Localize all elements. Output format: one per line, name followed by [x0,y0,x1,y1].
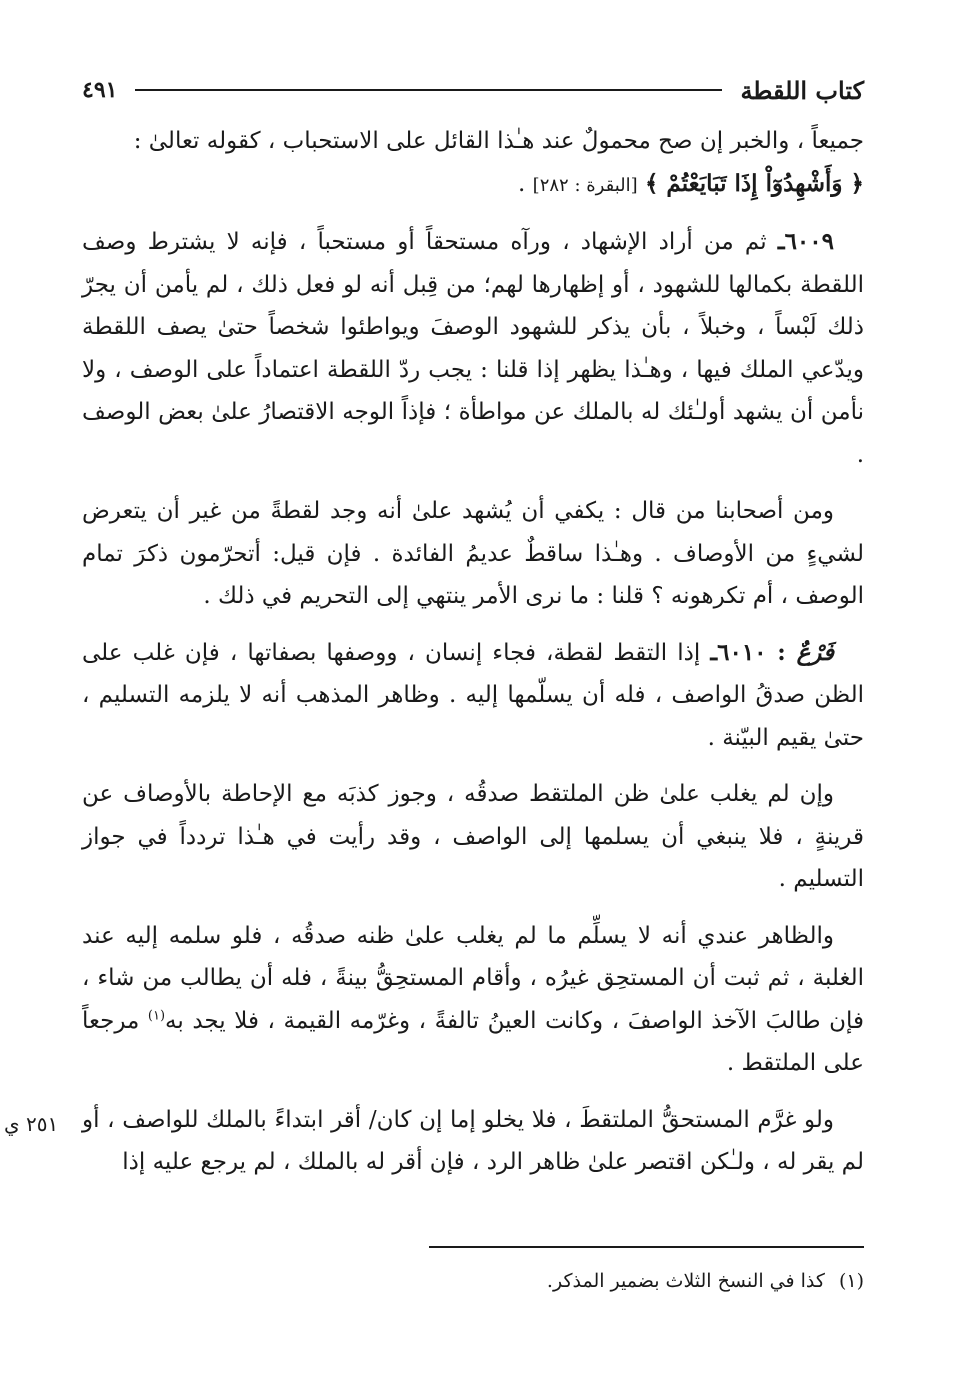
page-body [4,120,864,1184]
manuscript-folio-note: ٢٥١ ي [4,1111,59,1136]
paragraph-lam-yaghlib [82,773,864,901]
issue-number: ٦٠٠٩ـ [777,228,834,255]
paragraph-text: مرجعاً على الملتقط . [82,1007,864,1076]
footnote-marker: (١) [147,1007,166,1023]
paragraph-text: والظاهر عندي أنه لا يسلِّم ما لم يغلب علىٰ ظنه صدقُه ، فلو سلمه إليه عند الغلبة ، ثم ثبت أن المستحِق غيرُه ، وأقام المستحِقُّ بينةً ، فله أن يطالب من شاء ، فإن طالبَ الآخذ الواصفَ ، وكانت العينُ تالفةً ، وغرّمه القيمة ، فلا يجد به [82,922,864,1034]
paragraph-text: إذا التقط لقطة، فجاء إنسان ، ووصفها بصفاتها ، فإن غلب على الظن صدقُ الواصف ، فله أن يسلّمها إليه . وظاهر المذهب أنه لا يلزمه التسليم ، حتىٰ يقيم البيّنة . [82,639,864,751]
issue-number: : ٦٠١٠ـ [710,638,797,666]
paragraph-text: جميعاً ، والخبر إن صح محمولٌ عند هـٰذا القائل على الاستحباب ، كقوله تعالىٰ : [133,128,864,154]
far-label: فَرْعٌ [796,638,834,666]
paragraph-text: ثم من أراد الإشهاد ، ورآه مستحقاً أو مستحباً ، فإنه لا يشترط وصف اللقطة بكمالها للشهود ، أو إظهارها لهم؛ من قِبل أنه لو فعل ذلك ، لم يأمن أن يجرّ ذلك لَبْساً ، وخبلاً ، بأن يذكر للشهود الوصفَ ويواطئوا شخصاً حتىٰ يصف اللقطة ويدّعي الملك فيها ، وهـٰذا يظهر إذا قلنا : يجب ردّ اللقطة اعتماداً على الوصف ، ولا نأمن أن يشهد أولـٰئك له بالملك عن مواطأة ؛ فإذاً الوجه الاقتصارُ علىٰ بعض الوصف . [82,229,864,468]
footnote-number: (١) [838,1270,864,1292]
paragraph-6010 [82,632,864,760]
header-rule [135,89,722,91]
footnote-rule [429,1246,864,1248]
footnote-text: كذا في النسخ الثلاث بضمير المذكر. [546,1270,825,1292]
paragraph-6009 [82,221,864,476]
verse-reference: [البقرة : ٢٨٢] [532,174,638,196]
quran-verse: ﴿ وَأَشْهِدُوٓاْ إِذَا تَبَايَعْتُمْ ﴾ [644,169,864,197]
page-header [82,70,864,110]
paragraph-text: وإن لم يغلب علىٰ ظن الملتقط صدقُه ، وجوز كذبَه مع الإحاطة بالأوصاف عن قرينةٍ ، فلا ينبغي أن يسلمها إلى الواصف ، وقد رأيت في هـٰذا تردداً في جواز التسليم . [82,781,864,892]
paragraph-ashab [82,490,864,618]
paragraph-law-gharrama [4,1099,864,1184]
paragraph-text: ولو غرَّم المستحقُّ الملتقطَ ، فلا يخلو إما إن كان/ أقر ابتداءً بالملك للواصف ، أو لم يقر له ، ولـٰكن اقتصر علىٰ ظاهر الرد ، فإن أقر له بالملك ، لم يرجع عليه إذا [82,1106,864,1175]
paragraph-text: ومن أصحابنا من قال : يكفي أن يُشهد علىٰ أنه وجد لقطةً من غير أن يتعرض لشيءٍ من الأوصاف . وهـٰذا ساقطٌ عديمُ الفائدة . فإن قيل: أتحرّمون ذكرَ تمام الوصف ، أم تكرهونه ؟ قلنا : ما نرى الأمر ينتهي إلى التحريم في ذلك . [82,498,864,609]
paragraph-tail: . [518,170,533,197]
book-page [4,70,864,1380]
footnote [547,1270,864,1292]
page-number: ٤٩١ [82,77,118,103]
paragraph-dhahir [82,915,864,1085]
chapter-title: كتاب اللقطة [740,75,864,105]
paragraph-continuation [82,120,864,207]
